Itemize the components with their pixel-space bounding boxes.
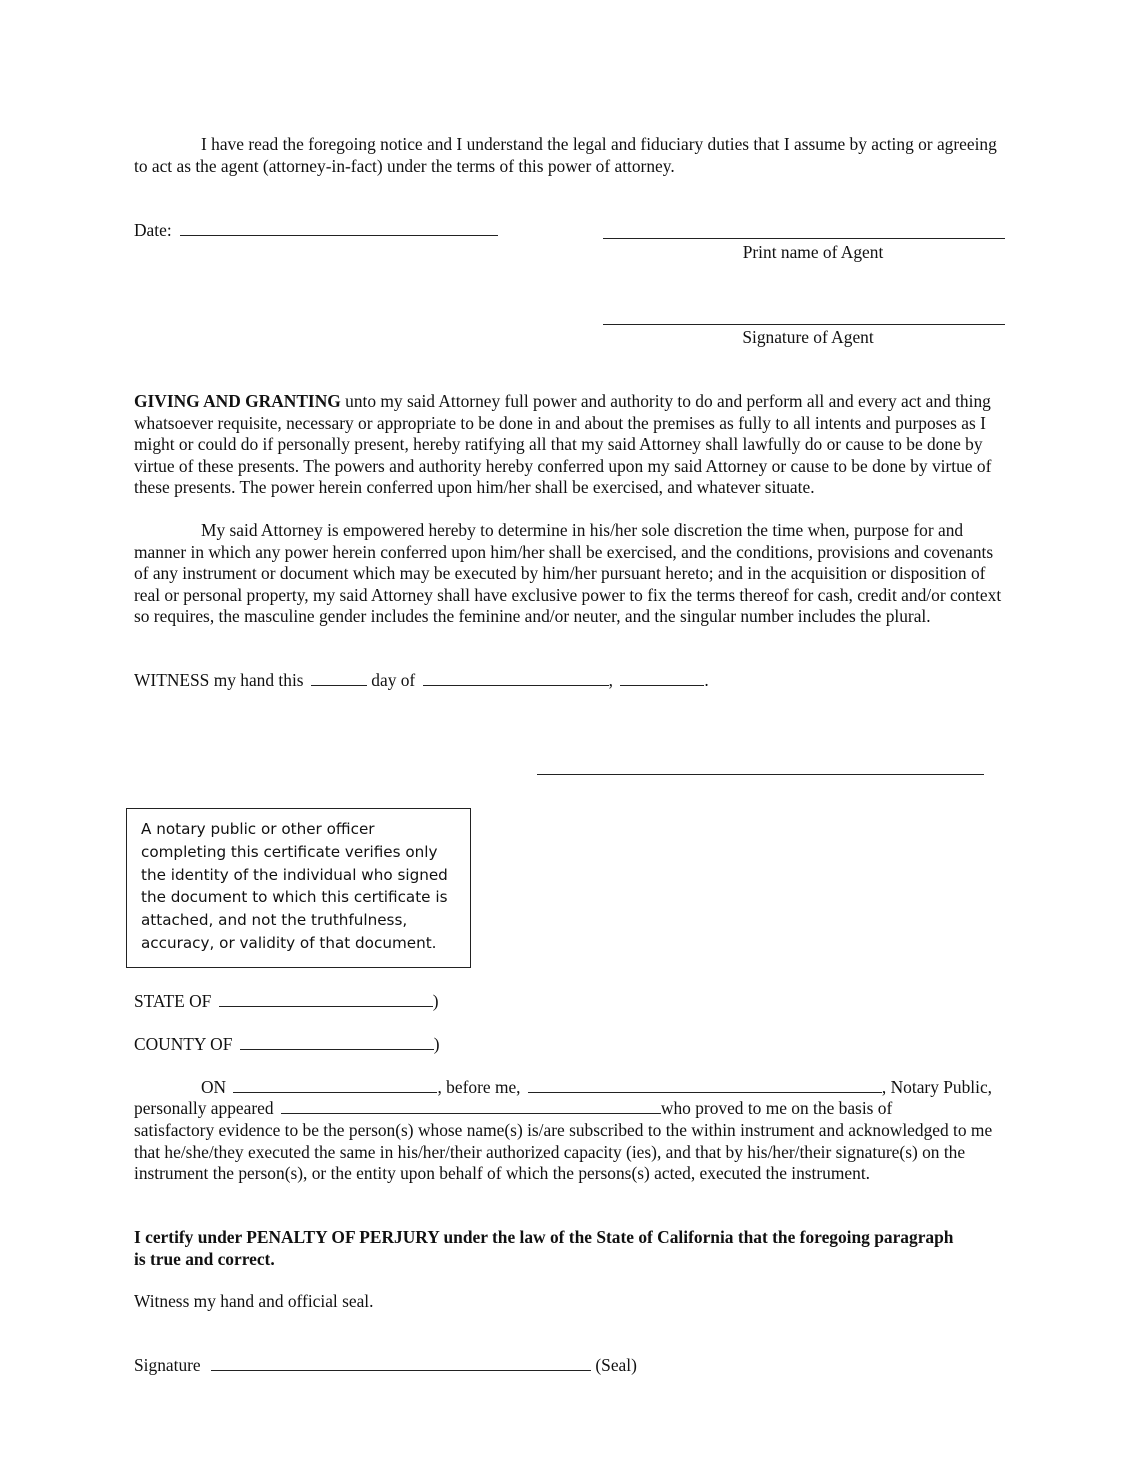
signature-of-agent-label: Signature of Agent [742,327,874,347]
notary-notice-box [126,808,471,968]
notary-notice-text: A notary public or other officer completing this certificate verifies only the identity of the individual who signed the document to which this certificate is attached, and not the truthfulness, accuracy, or validity of that document. [141,820,448,952]
personally-appeared-label: personally appeared [134,1098,274,1118]
print-name-line[interactable] [603,238,1005,239]
witness-seal-text: Witness my hand and official seal. [134,1291,374,1311]
notary-signature-blank[interactable] [211,1355,591,1371]
witness-comma: , [608,670,613,690]
granting-paragraph [134,391,1009,499]
notary-statement-body: satisfactory evidence to be the person(s) whose name(s) is/are subscribed to the within instrument and acknowledged to me that he/she/they executed the same in his/her/their authorized capacity (ies), and that by his/her/their signature(s) on the instrument the person(s), or the entity upon behalf of which the persons(s) acted, executed the instrument. [134,1120,993,1183]
date-blank[interactable] [180,220,498,236]
state-row [134,991,439,1013]
witness-year-blank[interactable] [620,670,704,686]
county-row [134,1034,440,1056]
notary-name-blank[interactable] [528,1077,882,1093]
state-paren: ) [432,991,439,1011]
personally-appeared-row [134,1098,892,1120]
seal-label: (Seal) [595,1355,637,1375]
perjury-certification-text: I certify under PENALTY OF PERJURY under the law of the State of California that the foregoing paragraph is true and correct. [134,1227,954,1269]
before-me-text: , before me, [437,1077,521,1097]
appeared-name-blank[interactable] [281,1098,661,1114]
county-paren: ) [433,1034,440,1054]
who-proved-text: who proved to me on the basis of [660,1098,893,1118]
acknowledgment-paragraph: I have read the foregoing notice and I understand the legal and fiduciary duties that I assume by acting or agreeing to act as the agent (attorney-in-fact) under the terms of this power of attorney. [134,134,997,176]
principal-signature-line[interactable] [537,774,984,775]
notary-on-row [201,1077,1011,1099]
witness-period: . [704,670,709,690]
witness-day-blank[interactable] [311,670,367,686]
granting-body: unto my said Attorney full power and authority to do and perform all and every act and thing whatsoever requisite, necessary or appropriate to be done in and about the premises as fully to all intents and purposes as I might or could do if personally present, hereby ratifying all that my said Attorney shall lawfully do or cause to be done by virtue of these presents. The powers and authority hereby conferred upon my said Attorney or cause to be done by virtue of these presents. The power herein conferred upon him/her shall be exercised, and whatever situate. [134,391,992,497]
empowered-paragraph: My said Attorney is empowered hereby to determine in his/her sole discretion the time when, purpose for and manner in which any power herein conferred upon him/her shall be exercised, and the conditions, provisions and covenants of any instrument or document which may be executed by him/her pursuant hereto; and in the acquisition or disposition of real or personal property, my said Attorney shall have exclusive power to fix the terms thereof for cash, credit and/or context so requires, the masculine gender includes the feminine and/or neuter, and the singular number includes the plural. [134,520,1002,626]
on-label: ON [201,1077,227,1097]
notary-public-text: , Notary Public, [881,1077,993,1097]
notary-signature-row [134,1355,637,1377]
date-label: Date: [134,220,172,240]
perjury-certification [134,1227,954,1270]
state-label: STATE OF [134,991,212,1011]
granting-heading: GIVING AND GRANTING [134,391,341,411]
notary-signature-label: Signature [134,1355,201,1375]
county-blank[interactable] [240,1034,434,1050]
witness-day-of: day of [371,670,416,690]
state-blank[interactable] [219,991,433,1007]
county-label: COUNTY OF [134,1034,233,1054]
witness-month-blank[interactable] [423,670,609,686]
witness-prefix: WITNESS my hand this [134,670,304,690]
on-date-blank[interactable] [233,1077,437,1093]
print-name-label: Print name of Agent [742,242,884,262]
witness-row [134,670,709,692]
date-row [134,220,498,242]
signature-line[interactable] [603,324,1005,325]
